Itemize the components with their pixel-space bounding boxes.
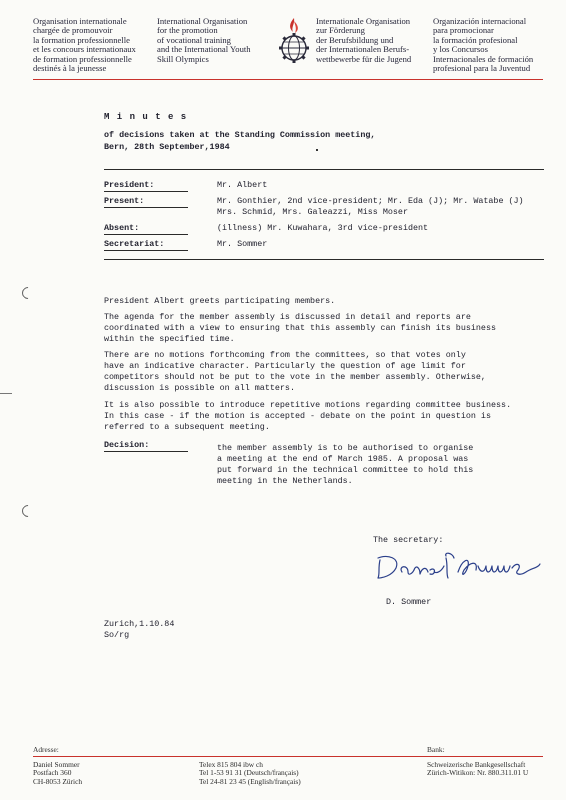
paragraph-motions-1: There are no motions forthcoming from the committees, so that votes only <box>104 350 466 360</box>
decision-line-4: meeting in the Netherlands. <box>217 476 353 486</box>
decision-line-3: put forward in the technical committee to hold this <box>217 465 474 475</box>
letterhead-english: International Organisation for the promotion of vocational training and the International Youth Skill Olympics <box>157 16 251 64</box>
header-rule <box>33 79 543 80</box>
stray-mark <box>316 149 318 151</box>
present-label: Present: <box>104 196 145 206</box>
decision-line-2: a meeting at the end of March 1985. A proposal was <box>217 454 469 464</box>
paragraph-agenda-3: within the specified time. <box>104 334 235 344</box>
secretariat-label: Secretariat: <box>104 239 165 249</box>
paragraph-repetitive-3: referred to a subsequent meeting. <box>104 422 270 432</box>
decision-underline <box>104 451 188 452</box>
footer-address: Daniel Sommer Postfach 360 CH-8053 Zürich <box>33 760 83 786</box>
paragraph-motions-3: competitors should not be put to the vote in the member assembly. Otherwise, <box>104 372 486 382</box>
paragraph-repetitive-2: In this case - if the motion is accepted - debate on the point in question is <box>104 411 491 421</box>
document-subtitle-2: Bern, 28th September,1984 <box>104 142 230 152</box>
punch-hole-bottom <box>20 503 37 520</box>
fold-mark <box>0 393 12 394</box>
secretariat-underline <box>104 250 188 251</box>
letterhead-spanish: Organización internacional para promocionar la formación profesional y los Concursos Internacionales de formación profesional para la Juventud <box>433 16 534 74</box>
document-subtitle-1: of decisions taken at the Standing Commission meeting, <box>104 130 376 140</box>
footer-telex: Telex 815 804 ibw ch Tel 1-53 91 31 (Deutsch/français) Tel 24-81 23 45 (English/français) <box>199 760 301 786</box>
signature-label: The secretary: <box>373 535 444 545</box>
decision-line-1: the member assembly is to be authorised to organise <box>217 443 474 453</box>
president-label: President: <box>104 180 155 190</box>
punch-hole-top <box>20 285 37 302</box>
paragraph-motions-4: discussion is possible on all matters. <box>104 383 295 393</box>
paragraph-repetitive-1: It is also possible to introduce repetitive motions regarding committee business. <box>104 400 512 410</box>
place-date: Zurich,1.10.84 <box>104 619 175 629</box>
absent-underline <box>104 234 188 235</box>
handwritten-signature <box>374 550 550 586</box>
signatory-name: D. Sommer <box>386 597 432 607</box>
president-value: Mr. Albert <box>217 180 268 190</box>
absent-value: (illness) Mr. Kuwahara, 3rd vice-president <box>217 223 429 233</box>
present-underline <box>104 207 188 208</box>
footer-address-label: Adresse: <box>33 745 59 754</box>
document-title: M i n u t e s <box>104 112 188 122</box>
attendance-top-rule <box>104 169 544 170</box>
secretariat-value: Mr. Sommer <box>217 239 268 249</box>
absent-label: Absent: <box>104 223 140 233</box>
reference-initials: So/rg <box>104 630 130 640</box>
attendance-bottom-rule <box>104 259 544 260</box>
footer-bank: Schweizerische Bankgesellschaft Zürich-Witikon: Nr. 880.311.01 U <box>427 760 529 778</box>
organisation-logo <box>274 16 314 66</box>
footer-bank-label: Bank: <box>427 745 445 754</box>
letterhead-french: Organisation internationale chargée de promouvoir la formation professionnelle et les concours internationaux de formation professionnelle destinés à la jeunesse <box>33 16 136 74</box>
paragraph-agenda-2: coordinated with a view to ensuring that this assembly can finish its business <box>104 323 497 333</box>
decision-label: Decision: <box>104 440 150 450</box>
paragraph-agenda-1: The agenda for the member assembly is discussed in detail and reports are <box>104 312 471 322</box>
present-line-2: Mrs. Schmid, Mrs. Galeazzi, Miss Moser <box>217 207 408 217</box>
paragraph-greeting: President Albert greets participating members. <box>104 296 336 306</box>
letterhead-german: Internationale Organisation zur Förderung der Berufsbildung und der Internationalen Berufs- wettbewerbe für die Jugend <box>316 16 412 64</box>
footer-rule <box>33 756 543 757</box>
president-underline <box>104 191 188 192</box>
paragraph-motions-2: have an indicative character. Particularly the question of age limit for <box>104 361 466 371</box>
present-line-1: Mr. Gonthier, 2nd vice-president; Mr. Eda (J); Mr. Watabe (J) <box>217 196 524 206</box>
